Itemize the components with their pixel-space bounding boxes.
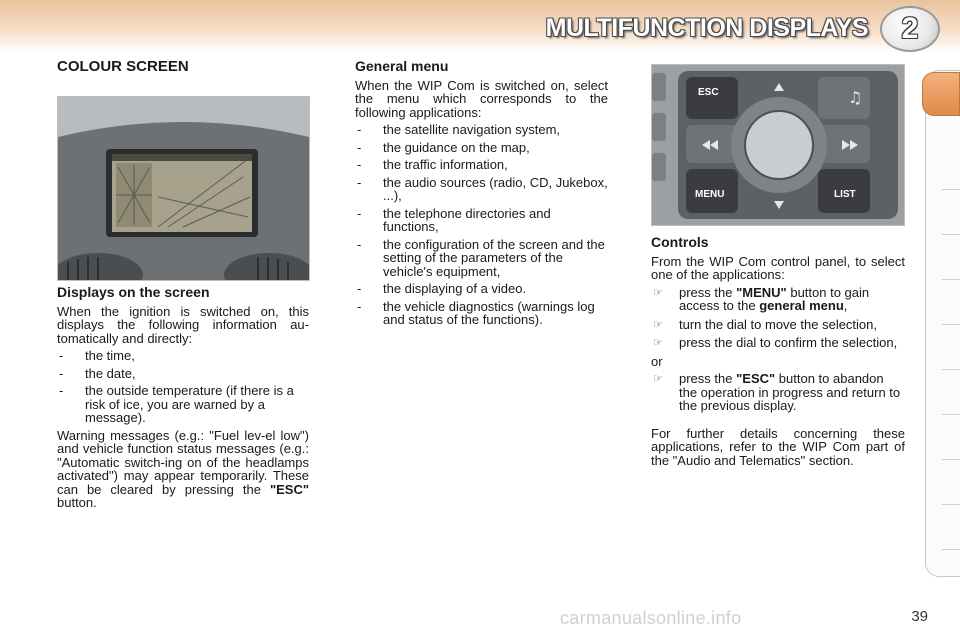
warning-tail: button.	[57, 495, 97, 510]
music-note-icon: ♫	[848, 88, 863, 107]
subsection-title: Controls	[651, 234, 709, 250]
pointing-hand-icon: ☞	[653, 286, 663, 299]
dashboard-screen-illustration	[58, 97, 309, 280]
list-item: - the guidance on the map,	[355, 141, 608, 155]
tab-divider	[942, 234, 960, 235]
esc-key-label: "ESC"	[736, 371, 776, 386]
tab-divider	[942, 504, 960, 505]
list-panel-label: LIST	[834, 189, 856, 200]
tab-divider	[942, 414, 960, 415]
display-info-list	[57, 349, 309, 425]
tab-divider	[942, 369, 960, 370]
list-item: - the time,	[57, 349, 309, 363]
control-panel-photo	[651, 64, 905, 226]
controls-steps-list	[651, 286, 905, 350]
list-item: - the traffic information,	[355, 158, 608, 172]
list-item: - the outside temperature (if there is a risk of ice, you are warned by a message).	[57, 384, 309, 425]
intro-paragraph: When the WIP Com is switched on, select the menu which corresponds to the following applications:	[355, 77, 608, 120]
menu-key-label: "MENU"	[736, 284, 787, 300]
list-item: - the configuration of the screen and the setting of the parameters of the vehicle's equipment,	[355, 238, 608, 279]
pointing-hand-icon: ☞	[653, 318, 663, 331]
list-item: - the vehicle diagnostics (warnings log and status of the functions).	[355, 300, 608, 327]
warning-paragraph	[57, 429, 309, 510]
controls-column	[651, 236, 905, 471]
intro-paragraph: When the ignition is switched on, this displays the following information au-tomatically and directly:	[57, 303, 309, 346]
subsection-title: General menu	[355, 58, 449, 74]
active-chapter-tab[interactable]	[922, 72, 960, 116]
or-text: or	[651, 353, 663, 369]
colour-screen-column	[57, 60, 309, 74]
tab-divider	[942, 279, 960, 280]
tab-divider	[942, 459, 960, 460]
control-panel-illustration	[652, 65, 904, 225]
watermark-text: carmanualsonline.info	[560, 608, 742, 628]
list-item: - the telephone directories and functions,	[355, 207, 608, 234]
chapter-tab-strip[interactable]	[925, 70, 960, 577]
list-item: ☞ press the dial to confirm the selection,	[653, 335, 898, 350]
tab-divider	[942, 189, 960, 190]
warning-text: Warning messages (e.g.: "Fuel lev-el low") and vehicle function status messages (e.g.: "Automatic switch-ing on of the headlamps activated") may appear temporarily. These can be cleared by pressing the	[57, 427, 309, 497]
list-item: ☞ press the "MENU" button to gain access to the general menu,	[653, 284, 870, 313]
tab-divider	[942, 324, 960, 325]
menu-panel-label: MENU	[695, 189, 725, 200]
list-item: - the displaying of a video.	[355, 282, 608, 296]
chapter-badge: 2	[880, 6, 940, 52]
page-header	[0, 0, 960, 52]
footer-paragraph: For further details concerning these applications, refer to the WIP Com part of the "Audio and Telematics" section.	[651, 425, 905, 468]
list-item: - the audio sources (radio, CD, Jukebox, ...),	[355, 176, 608, 203]
controls-steps-list-2	[651, 372, 905, 413]
general-menu-column	[355, 60, 608, 331]
tab-divider	[942, 549, 960, 550]
esc-key-label: "ESC"	[269, 481, 309, 497]
displays-on-screen-block	[57, 286, 309, 514]
list-item: ☞ turn the dial to move the selection,	[653, 316, 878, 332]
list-item: - the date,	[57, 367, 309, 381]
section-title: COLOUR SCREEN	[57, 58, 189, 75]
intro-paragraph: From the WIP Com control panel, to select one of the applications:	[651, 253, 905, 282]
esc-panel-label: ESC	[698, 87, 719, 98]
list-item: - the satellite navigation system,	[355, 123, 608, 137]
applications-list	[355, 123, 608, 327]
page-number: 39	[911, 608, 928, 625]
dashboard-screen-photo	[57, 96, 310, 281]
general-menu-label: general menu	[759, 298, 844, 313]
list-item: ☞ press the "ESC" button to abandon the operation in progress and return to the previous display.	[653, 371, 901, 413]
pointing-hand-icon: ☞	[653, 337, 663, 349]
pointing-hand-icon: ☞	[653, 373, 663, 385]
subsection-title: Displays on the screen	[57, 284, 210, 300]
page-title: MULTIFUNCTION DISPLAYS	[545, 14, 868, 42]
